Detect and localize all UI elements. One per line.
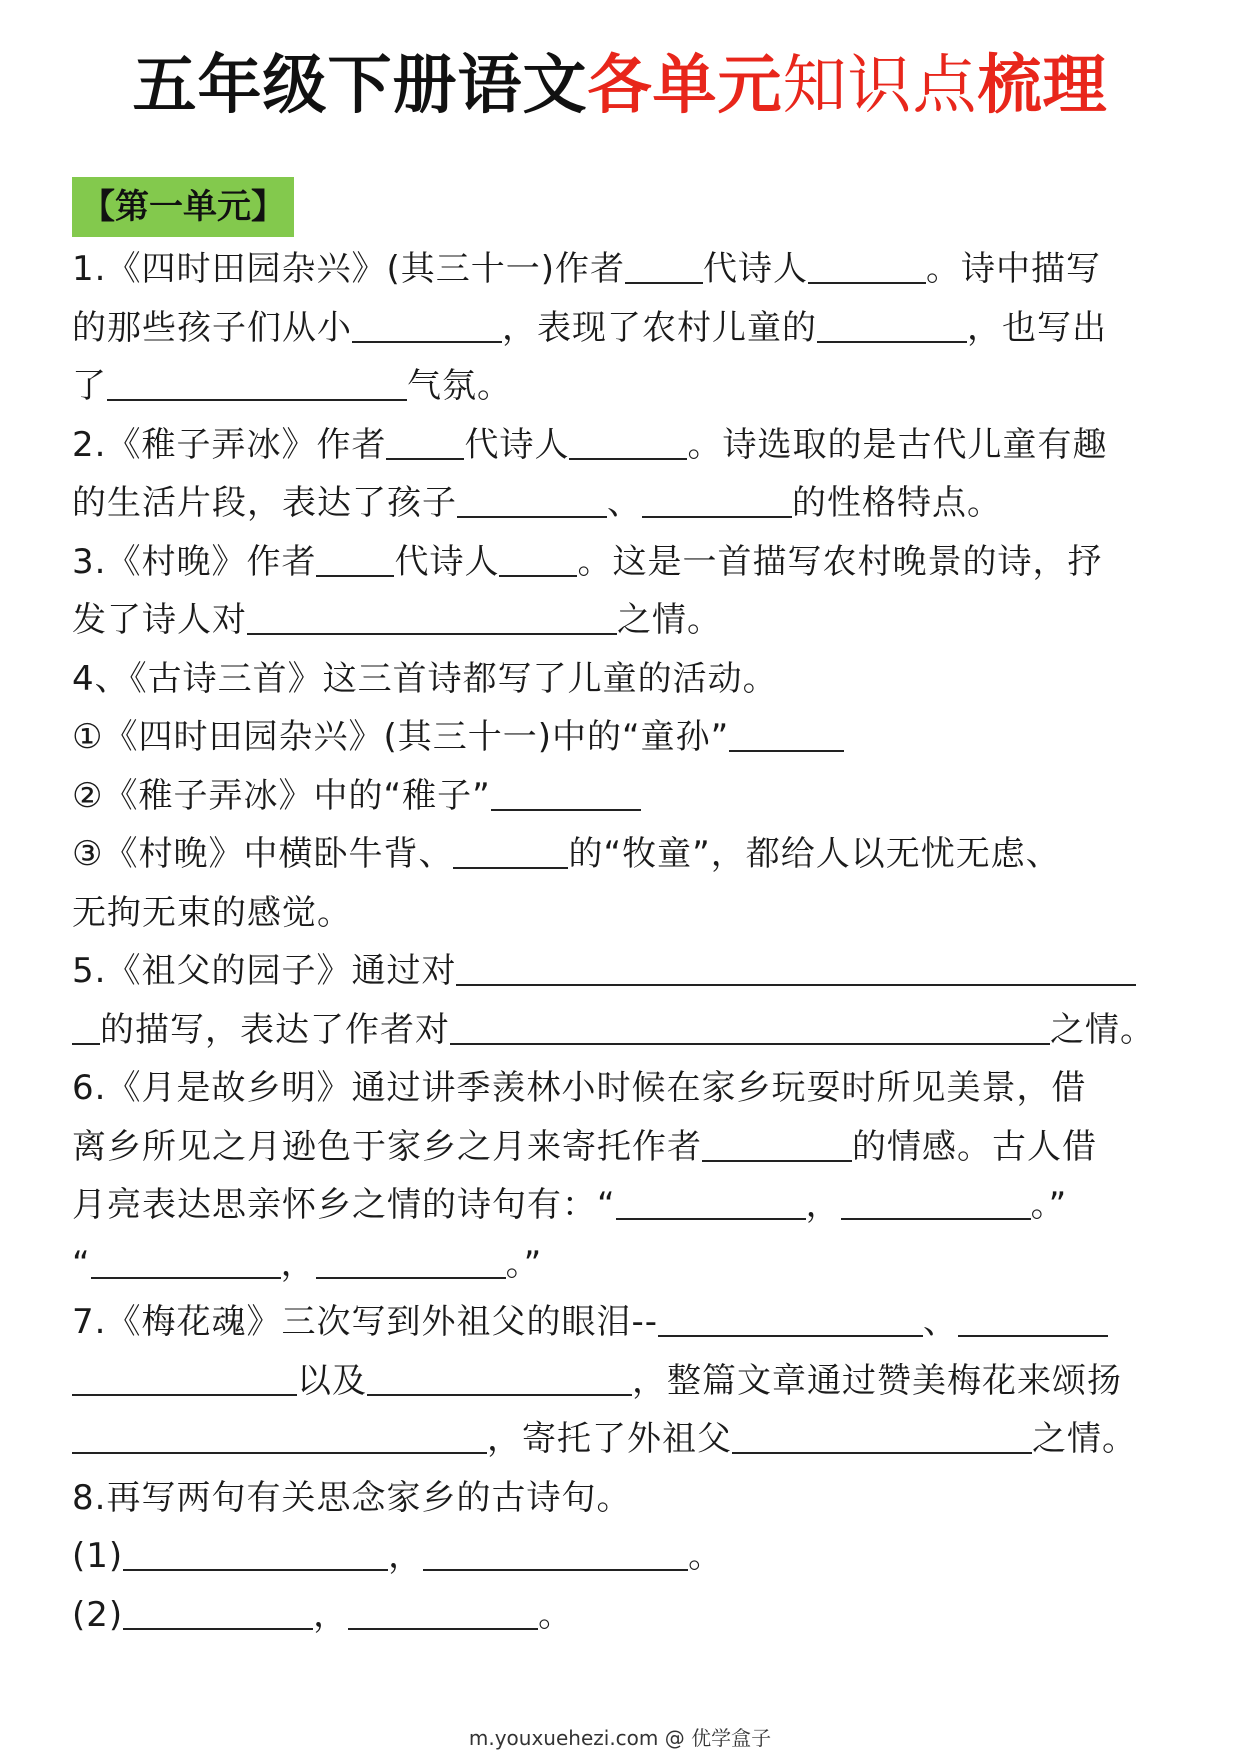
line-text: ③《村晚》中横卧牛背、	[72, 834, 454, 874]
worksheet-line	[72, 299, 1172, 358]
fill-in-blank[interactable]	[450, 1009, 1050, 1045]
line-text: 、	[922, 1302, 958, 1342]
line-text: ，寄托了外祖父	[487, 1419, 732, 1459]
worksheet-line	[72, 942, 1172, 1001]
line-text: ，	[388, 1536, 424, 1576]
fill-in-blank[interactable]	[808, 248, 926, 284]
worksheet-line	[72, 884, 1172, 943]
worksheet-line	[72, 240, 1172, 299]
fill-in-blank[interactable]	[658, 1301, 923, 1337]
line-text: “	[72, 1243, 91, 1284]
line-text: 8.再写两句有关思念家乡的古诗句。	[72, 1477, 632, 1518]
fill-in-blank[interactable]	[386, 424, 464, 460]
line-text: 的那些孩子们从小	[72, 307, 352, 348]
fill-in-blank[interactable]	[625, 248, 703, 284]
line-text: 了	[72, 366, 107, 406]
fill-in-blank[interactable]	[348, 1594, 538, 1630]
fill-in-blank[interactable]	[72, 1360, 297, 1396]
fill-in-blank[interactable]	[107, 365, 407, 401]
worksheet-line	[72, 533, 1172, 592]
line-text: 离乡所见之月逊色于家乡之月来寄托作者	[72, 1126, 702, 1167]
worksheet-line	[72, 825, 1172, 884]
worksheet-line	[72, 1586, 1172, 1645]
worksheet-line	[72, 1410, 1172, 1469]
line-text: 。	[688, 1536, 724, 1576]
line-text: 的性格特点。	[792, 483, 1002, 523]
line-text: ，也写出	[967, 307, 1107, 348]
title-part-4: 梳理	[977, 49, 1108, 123]
worksheet-line	[72, 1352, 1172, 1411]
worksheet-line	[72, 708, 1172, 767]
worksheet-line	[72, 1469, 1172, 1528]
line-text: 6.《月是故乡明》通过讲季羡林小时候在家乡玩耍时所见美景，借	[72, 1068, 1087, 1108]
fill-in-blank[interactable]	[642, 482, 792, 518]
fill-in-blank[interactable]	[352, 307, 502, 343]
title-part-1: 五年级下册语文	[132, 49, 588, 123]
line-text: 月亮表达思亲怀乡之情的诗句有：“	[72, 1185, 616, 1225]
line-text: 的描写，表达了作者对	[100, 1009, 450, 1050]
line-text: ，整篇文章通过赞美梅花来颂扬	[632, 1360, 1122, 1401]
fill-in-blank[interactable]	[316, 541, 394, 577]
line-text: 以及	[297, 1360, 367, 1401]
line-text: 的情感。古人借	[852, 1126, 1097, 1167]
fill-in-blank[interactable]	[491, 775, 641, 811]
footer-watermark: m.youxuehezi.com @ 优学盒子	[468, 1726, 772, 1750]
worksheet-line	[72, 767, 1172, 826]
line-text: 、	[607, 483, 642, 523]
fill-in-blank[interactable]	[456, 950, 1136, 986]
line-text: 气氛。	[407, 366, 512, 406]
worksheet-line	[72, 1118, 1172, 1177]
line-text: 之情。	[617, 600, 722, 640]
fill-in-blank[interactable]	[91, 1243, 281, 1279]
fill-in-blank[interactable]	[316, 1243, 506, 1279]
worksheet-line	[72, 1176, 1172, 1235]
fill-in-blank[interactable]	[72, 1418, 487, 1454]
line-text: ，	[280, 1243, 316, 1284]
worksheet-line	[72, 1235, 1172, 1294]
line-text: ，表现了农村儿童的	[502, 307, 817, 348]
worksheet-line	[72, 650, 1172, 709]
worksheet-line	[72, 416, 1172, 475]
line-text: 代诗人	[464, 424, 570, 465]
worksheet-line	[72, 1293, 1172, 1352]
worksheet-line	[72, 1059, 1172, 1118]
worksheet-content	[72, 240, 1172, 1644]
fill-in-blank[interactable]	[841, 1184, 1031, 1220]
line-text: 。”	[505, 1243, 543, 1284]
line-text: 5.《祖父的园子》通过对	[72, 951, 457, 991]
line-text: 1.《四时田园杂兴》(其三十一)作者	[72, 249, 625, 289]
fill-in-blank[interactable]	[72, 1009, 100, 1045]
line-text: 3.《村晚》作者	[72, 541, 317, 582]
line-text: 发了诗人对	[72, 600, 247, 640]
line-text: 4、《古诗三首》这三首诗都写了儿童的活动。	[72, 658, 778, 699]
line-text: 7.《梅花魂》三次写到外祖父的眼泪--	[72, 1302, 658, 1342]
page-title	[0, 44, 1240, 128]
fill-in-blank[interactable]	[702, 1126, 852, 1162]
fill-in-blank[interactable]	[123, 1594, 313, 1630]
fill-in-blank[interactable]	[616, 1184, 806, 1220]
line-text: 。诗选取的是古代儿童有趣	[687, 424, 1108, 465]
section-label-badge: 【第一单元】	[72, 177, 294, 237]
fill-in-blank[interactable]	[457, 482, 607, 518]
line-text: 的生活片段，表达了孩子	[72, 483, 457, 523]
worksheet-line	[72, 1527, 1172, 1586]
line-text: 的“牧童”，都给人以无忧无虑、	[568, 834, 1061, 874]
line-text: 。诗中描写	[925, 249, 1101, 289]
worksheet-line	[72, 591, 1172, 650]
fill-in-blank[interactable]	[958, 1301, 1108, 1337]
fill-in-blank[interactable]	[123, 1535, 388, 1571]
line-text: 。”	[1030, 1185, 1068, 1225]
line-text: ②《稚子弄冰》中的“稚子”	[72, 775, 491, 816]
line-text: (1)	[72, 1536, 124, 1576]
line-text: ，	[805, 1185, 841, 1225]
fill-in-blank[interactable]	[499, 541, 577, 577]
fill-in-blank[interactable]	[453, 833, 568, 869]
line-text: 无拘无束的感觉。	[72, 892, 352, 933]
fill-in-blank[interactable]	[569, 424, 687, 460]
line-text: 之情。	[1032, 1419, 1137, 1459]
fill-in-blank[interactable]	[729, 716, 844, 752]
fill-in-blank[interactable]	[732, 1418, 1032, 1454]
worksheet-line	[72, 474, 1172, 533]
line-text: (2)	[72, 1594, 124, 1635]
line-text: 2.《稚子弄冰》作者	[72, 424, 387, 465]
line-text: ①《四时田园杂兴》(其三十一)中的“童孙”	[72, 717, 730, 757]
worksheet-line	[72, 1001, 1172, 1060]
worksheet-line	[72, 357, 1172, 416]
fill-in-blank[interactable]	[247, 599, 617, 635]
line-text: 。	[538, 1594, 574, 1635]
fill-in-blank[interactable]	[367, 1360, 632, 1396]
line-text: 代诗人	[702, 249, 808, 289]
line-text: ，	[313, 1594, 349, 1635]
line-text: 代诗人	[394, 541, 500, 582]
line-text: 。这是一首描写农村晚景的诗，抒	[577, 541, 1103, 582]
fill-in-blank[interactable]	[817, 307, 967, 343]
line-text: 之情。	[1050, 1009, 1155, 1050]
title-part-3: 知识点	[782, 49, 978, 123]
title-part-2: 各单元	[587, 49, 783, 123]
fill-in-blank[interactable]	[423, 1535, 688, 1571]
